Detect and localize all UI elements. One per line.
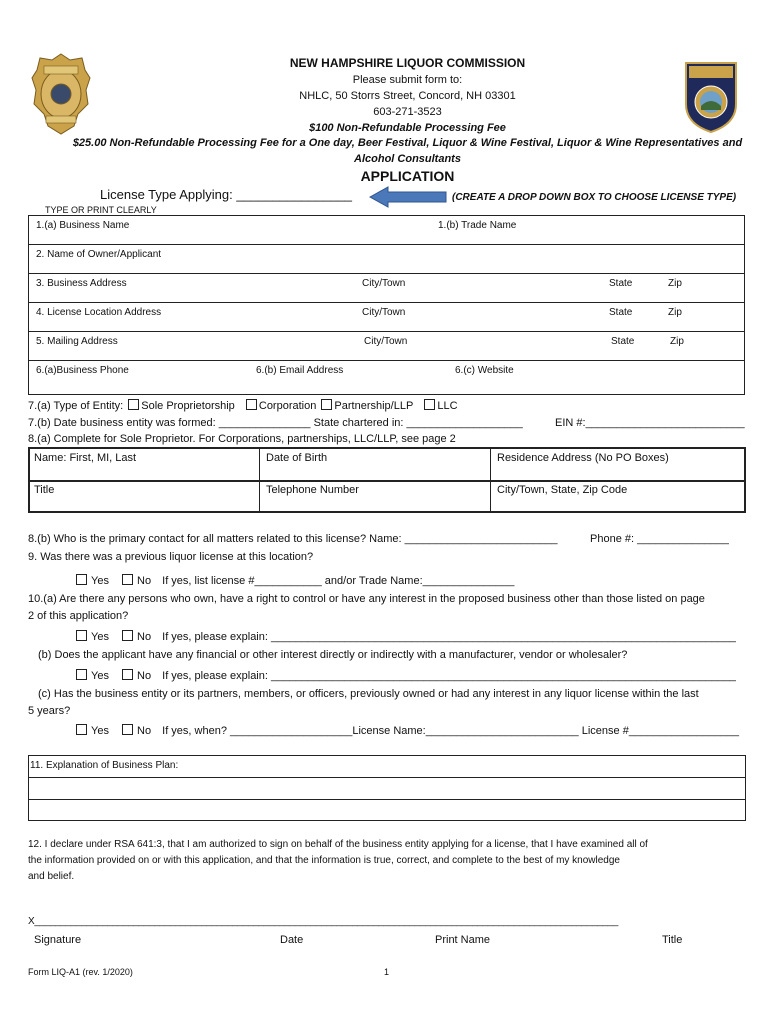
q9-yes-label: Yes	[91, 575, 109, 587]
location-zip-field[interactable]: Zip	[668, 307, 682, 318]
processing-fee-25-line1: $25.00 Non-Refundable Processing Fee for a One day, Beer Festival, Liquor & Wine Festival, Liquor & Wine Representatives and	[72, 137, 743, 149]
q9-if-yes-field[interactable]: If yes, list license #___________ and/or Trade Name:_______________	[162, 575, 515, 587]
declaration-line1: 12. I declare under RSA 641:3, that I am authorized to sign on behalf of the business entity applying for a license, that I have examined all of	[28, 839, 648, 850]
q10a-yes-label: Yes	[91, 631, 109, 643]
q9-yes-checkbox[interactable]	[76, 574, 87, 585]
residence-cell[interactable]: Residence Address (No PO Boxes)	[497, 452, 669, 464]
q10c-yes-label: Yes	[91, 725, 109, 737]
mailing-city-field[interactable]: City/Town	[364, 336, 408, 347]
telephone-cell[interactable]: Telephone Number	[266, 484, 359, 496]
dropdown-note: (CREATE A DROP DOWN BOX TO CHOOSE LICENSE TYPE)	[452, 192, 737, 203]
dob-cell[interactable]: Date of Birth	[266, 452, 328, 464]
signature-label: Signature	[34, 934, 82, 946]
q10b-yes-checkbox[interactable]	[76, 669, 87, 680]
partnership-checkbox[interactable]	[321, 399, 332, 410]
signature-line[interactable]: X________________________________________________________________________________________________________________	[28, 916, 619, 927]
business-city-field[interactable]: City/Town	[362, 278, 406, 289]
partnership-label: Partnership/LLP	[334, 400, 414, 412]
location-state-field[interactable]: State	[609, 307, 633, 318]
q10c-yes-checkbox[interactable]	[76, 724, 87, 735]
q10a-label-line2: 2 of this application?	[28, 610, 129, 622]
agency-title: NEW HAMPSHIRE LIQUOR COMMISSION	[289, 56, 526, 70]
processing-fee-100: $100 Non-Refundable Processing Fee	[309, 122, 506, 134]
processing-fee-25-line2: Alcohol Consultants	[354, 153, 461, 165]
entity-type-row	[28, 399, 460, 412]
llc-checkbox[interactable]	[424, 399, 435, 410]
q10b-no-label: No	[137, 670, 152, 682]
date-label: Date	[280, 934, 304, 946]
primary-contact-phone-field[interactable]: Phone #: _______________	[590, 533, 729, 545]
q10c-no-label: No	[137, 725, 152, 737]
mailing-address-field[interactable]: 5. Mailing Address	[36, 336, 118, 347]
sole-proprietorship-checkbox[interactable]	[128, 399, 139, 410]
q9-label: 9. Was there was a previous liquor license at this location?	[28, 551, 314, 563]
mailing-zip-field[interactable]: Zip	[670, 336, 684, 347]
entity-type-label: 7.(a) Type of Entity:	[28, 400, 124, 412]
primary-contact-field[interactable]: 8.(b) Who is the primary contact for all matters related to this license? Name: _________________________	[28, 533, 558, 545]
application-heading: APPLICATION	[360, 168, 455, 184]
form-id: Form LIQ-A1 (rev. 1/2020)	[28, 967, 133, 977]
submit-to-label: Please submit form to:	[352, 74, 463, 86]
business-name-field[interactable]: 1.(a) Business Name	[36, 220, 130, 231]
arrow-left-icon	[368, 185, 448, 214]
corporation-checkbox[interactable]	[246, 399, 257, 410]
title-label: Title	[662, 934, 683, 946]
owner-name-field[interactable]: 2. Name of Owner/Applicant	[36, 249, 162, 260]
email-field[interactable]: 6.(b) Email Address	[256, 365, 344, 376]
q10a-label-line1: 10.(a) Are there any persons who own, have a right to control or have any interest in the proposed business other than those listed on page	[28, 593, 705, 605]
q10b-yes-label: Yes	[91, 670, 109, 682]
q10a-yes-checkbox[interactable]	[76, 630, 87, 641]
business-state-field[interactable]: State	[609, 278, 633, 289]
agency-phone: 603-271-3523	[373, 106, 442, 118]
business-phone-field[interactable]: 6.(a)Business Phone	[36, 365, 129, 376]
q9-answer-row	[76, 574, 514, 587]
q10c-answer-row	[76, 724, 739, 737]
license-location-field[interactable]: 4. License Location Address	[36, 307, 162, 318]
sole-proprietorship-label: Sole Proprietorship	[141, 400, 235, 412]
q9-no-label: No	[137, 575, 152, 587]
city-state-zip-cell[interactable]: City/Town, State, Zip Code	[497, 484, 628, 496]
applicant-info-box	[28, 215, 745, 395]
corporation-label: Corporation	[258, 400, 317, 412]
business-address-field[interactable]: 3. Business Address	[36, 278, 127, 289]
mailing-state-field[interactable]: State	[611, 336, 635, 347]
print-name-label: Print Name	[435, 934, 491, 946]
q10a-answer-row	[76, 630, 736, 643]
llc-label: LLC	[437, 400, 458, 412]
q10c-if-yes-field[interactable]: If yes, when? ____________________License Name:_________________________ License #__________________	[162, 725, 739, 737]
q10c-label-line2: 5 years?	[28, 705, 71, 717]
q10c-no-checkbox[interactable]	[122, 724, 133, 735]
owner-name-cell[interactable]: Name: First, MI, Last	[34, 452, 137, 464]
q9-no-checkbox[interactable]	[122, 574, 133, 585]
q10b-label: (b) Does the applicant have any financial or other interest directly or indirectly with a manufacturer, vendor or wholesaler?	[38, 649, 628, 661]
business-plan-label: 11. Explanation of Business Plan:	[30, 760, 179, 771]
owner-title-cell[interactable]: Title	[34, 484, 55, 496]
ein-field[interactable]: EIN #:__________________________	[555, 417, 745, 429]
q10b-no-checkbox[interactable]	[122, 669, 133, 680]
q10a-no-checkbox[interactable]	[122, 630, 133, 641]
declaration-line3: and belief.	[28, 871, 75, 882]
q10a-explain-field[interactable]: If yes, please explain: ____________________________________________________________________________	[162, 631, 736, 643]
date-formed-field[interactable]: 7.(b) Date business entity was formed: _______________ State chartered in: ___________________	[28, 417, 523, 429]
sole-proprietor-note: 8.(a) Complete for Sole Proprietor. For Corporations, partnerships, LLC/LLP, see page 2	[28, 433, 456, 445]
q10c-label-line1: (c) Has the business entity or its partners, members, or officers, previously owned or had any interest in any liquor license within the last	[38, 688, 699, 700]
website-field[interactable]: 6.(c) Website	[455, 365, 514, 376]
type-or-print-note: TYPE OR PRINT CLEARLY	[45, 205, 157, 215]
declaration-line2: the information provided on or with this application, and that the information is true, correct, and complete to the best of my knowledge	[28, 855, 620, 866]
q10b-explain-field[interactable]: If yes, please explain: ____________________________________________________________________________	[162, 670, 736, 682]
business-zip-field[interactable]: Zip	[668, 278, 682, 289]
q10b-answer-row	[76, 669, 736, 682]
license-type-field[interactable]: License Type Applying: ________________	[100, 187, 353, 202]
trade-name-field[interactable]: 1.(b) Trade Name	[438, 220, 517, 231]
page-number: 1	[384, 967, 390, 977]
q10a-no-label: No	[137, 631, 152, 643]
location-city-field[interactable]: City/Town	[362, 307, 406, 318]
agency-address: NHLC, 50 Storrs Street, Concord, NH 03301	[299, 90, 516, 102]
